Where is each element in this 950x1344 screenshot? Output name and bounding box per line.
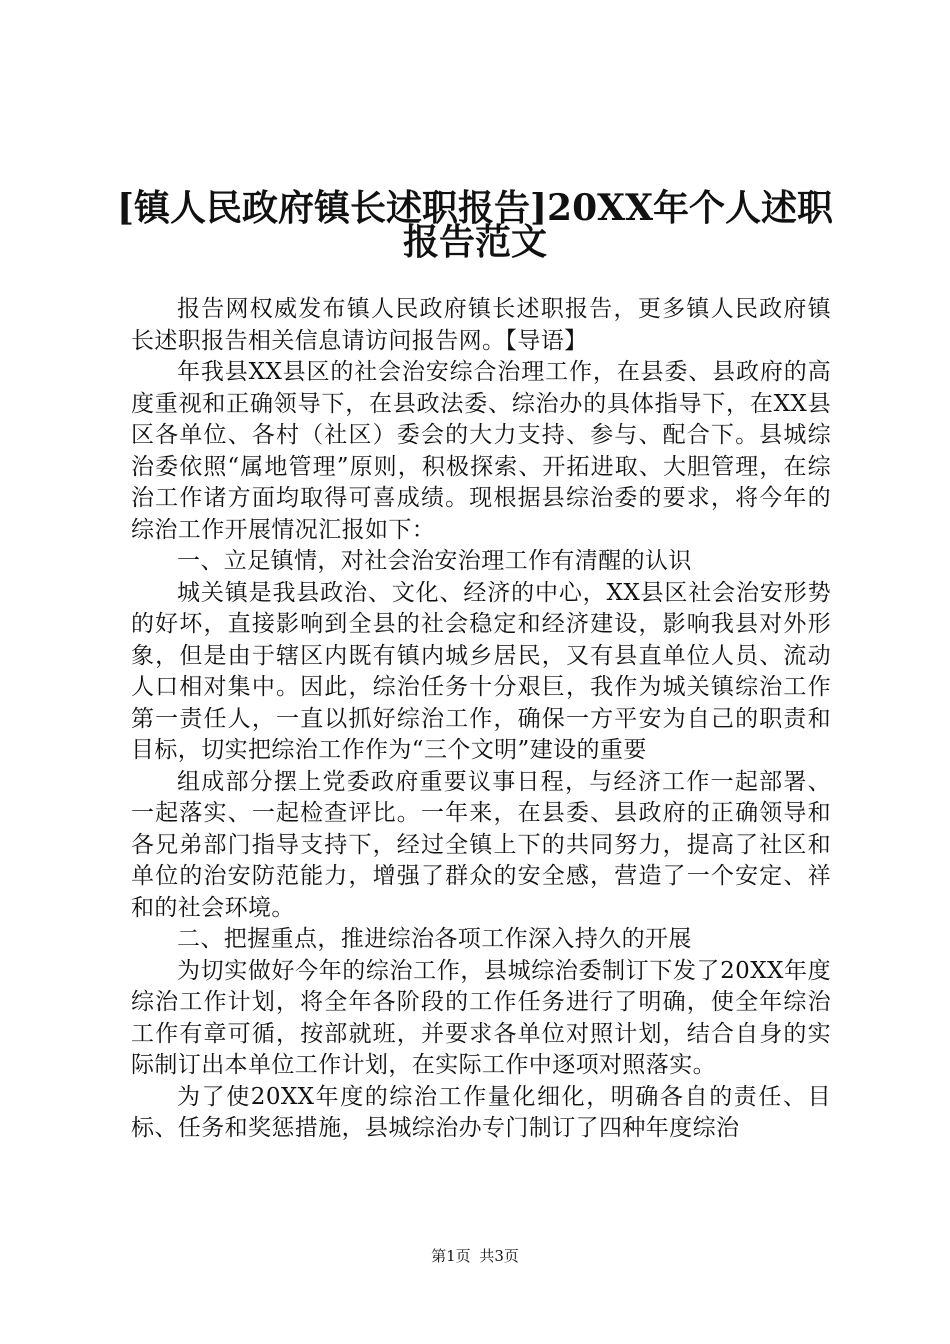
page-total: 共3页 [479,1247,519,1265]
document-title-line-1: [镇人民政府镇长述职报告]20XX年个人述职 [116,187,834,229]
section-heading: 一、立足镇情，对社会治安治理工作有清醒的认识 [177,548,692,574]
paragraph: 年我县XX县区的社会治安综合治理工作，在县委、县政府的高度重视和正确领导下，在县政法委、综治办的具体指导下，在XX县区各单位、各村（社区）委会的大力支持、参与、配合下。县城综治委依照“属地管理”原则，积极探索、开拓进取、大胆管理，在综治工作诸方面均取得可喜成绩。现根据县综治委的要求，将今年的综治工作开展情况汇报如下： [131,359,831,543]
paragraph: 报告网权威发布镇人民政府镇长述职报告，更多镇人民政府镇长述职报告相关信息请访问报告网。【导语】 [131,296,831,354]
page-footer [0,1246,950,1266]
page-number: 第1页 [431,1247,471,1265]
document-title-line-2: 报告范文 [402,221,547,263]
section-heading: 二、把握重点，推进综治各项工作深入持久的开展 [177,926,692,952]
paragraph: 城关镇是我县政治、文化、经济的中心，XX县区社会治安形势的好坏，直接影响到全县的社会稳定和经济建设，影响我县对外形象，但是由于辖区内既有镇内城乡居民，又有县直单位人员、流动人口相对集中。因此，综治任务十分艰巨，我作为城关镇综治工作第一责任人，一直以抓好综治工作，确保一方平安为自己的职责和目标，切实把综治工作作为“三个文明”建设的重要 [131,579,831,763]
paragraph: 为切实做好今年的综治工作，县城综治委制订下发了20XX年度综治工作计划，将全年各阶段的工作任务进行了明确，使全年综治工作有章可循，按部就班，并要求各单位对照计划，结合自身的实际制订出本单位工作计划，在实际工作中逐项对照落实。 [131,957,831,1078]
document-body [131,294,831,1145]
paragraph: 为了使20XX年度的综治工作量化细化，明确各自的责任、目标、任务和奖惩措施，县城综治办专门制订了四种年度综治 [131,1083,831,1141]
paragraph: 组成部分摆上党委政府重要议事日程，与经济工作一起部署、一起落实、一起检查评比。一年来，在县委、县政府的正确领导和各兄弟部门指导支持下，经过全镇上下的共同努力，提高了社区和单位的治安防范能力，增强了群众的安全感，营造了一个安定、祥和的社会环境。 [131,768,831,921]
